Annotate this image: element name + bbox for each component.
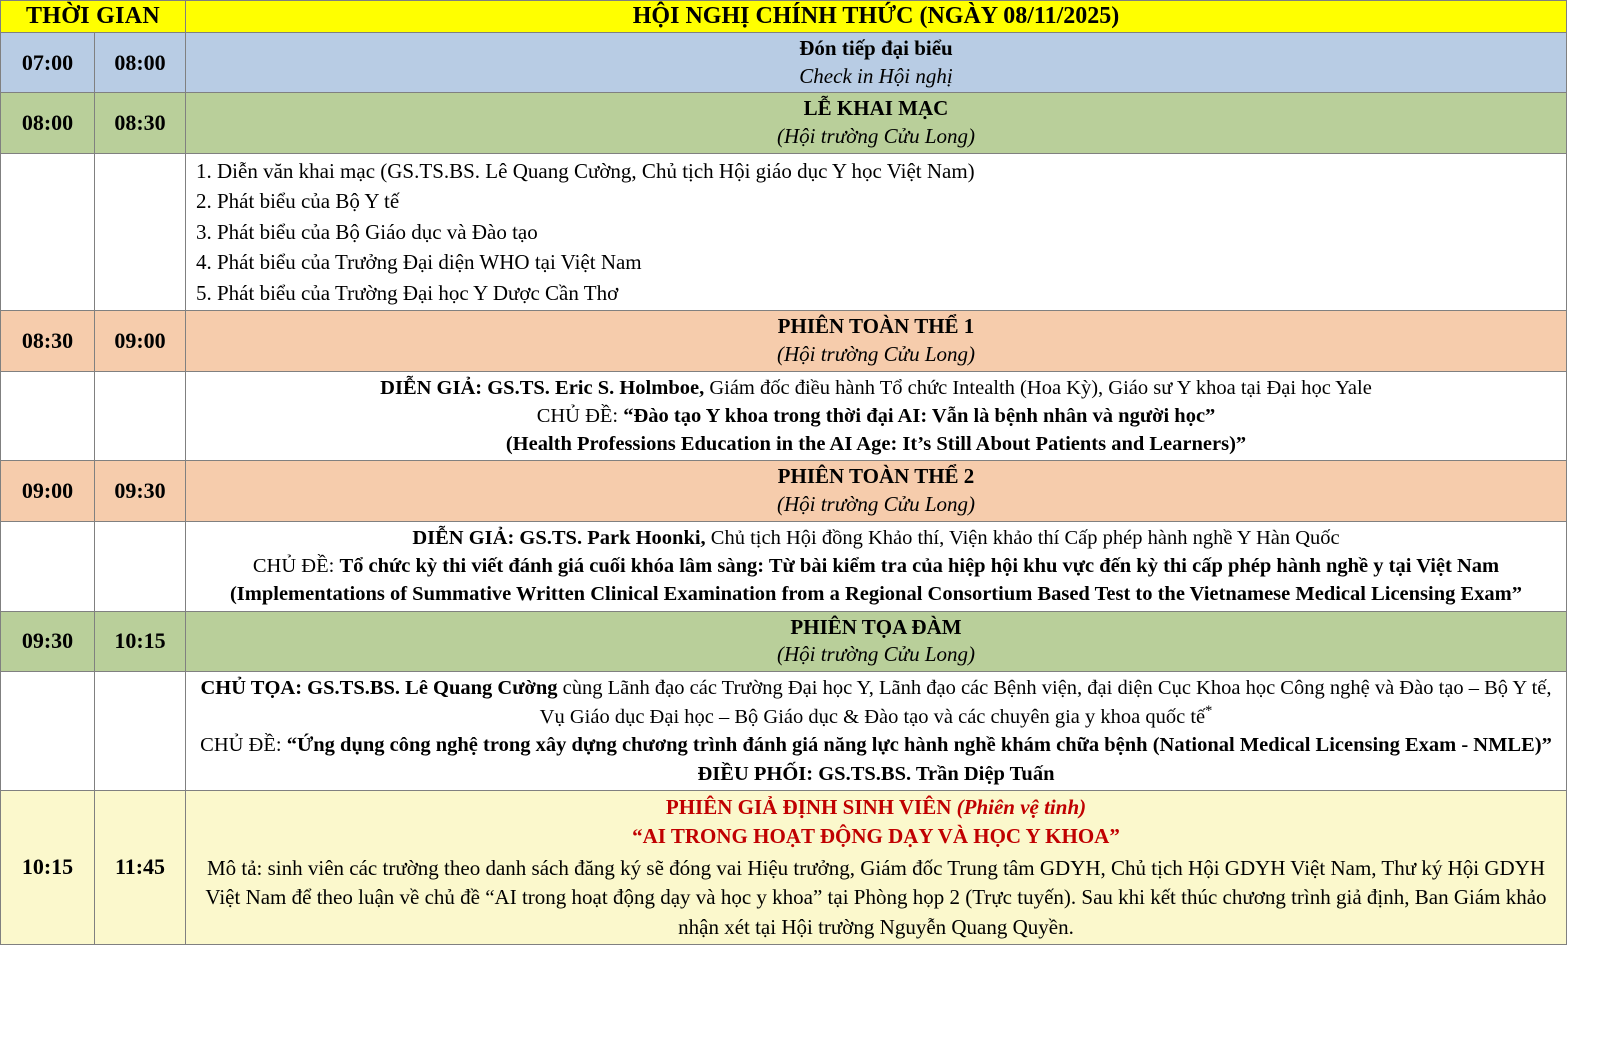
opening-start-time: 08:00 — [1, 93, 95, 153]
panel-title: PHIÊN TỌA ĐÀM — [790, 614, 962, 639]
panel-chair-label: CHỦ TỌA: GS.TS.BS. Lê Quang Cường — [200, 677, 558, 700]
opening-cell — [186, 93, 1567, 153]
reception-subtitle: Check in Hội nghị — [799, 63, 953, 88]
plenary2-detail-start-blank — [1, 521, 95, 611]
table-row — [1, 33, 1567, 93]
table-row — [1, 371, 1567, 461]
panel-detail — [186, 672, 1567, 791]
student-session-cell — [186, 791, 1567, 945]
plenary1-detail — [186, 371, 1567, 461]
plenary2-title: PHIÊN TOÀN THỂ 2 — [777, 464, 975, 489]
opening-items-list — [186, 153, 1567, 310]
plenary2-end-time: 09:30 — [95, 461, 186, 521]
panel-chair-line — [190, 674, 1562, 731]
plenary1-topic-en: (Health Professions Education in the AI Age: It’s Still About Patients and Learners)” — [505, 433, 1247, 456]
table-header-row — [1, 1, 1567, 33]
plenary1-end-time: 09:00 — [95, 311, 186, 371]
plenary2-venue: (Hội trường Cửu Long) — [776, 492, 976, 517]
panel-detail-start-blank — [1, 672, 95, 791]
opening-end-time: 08:30 — [95, 93, 186, 153]
table-row — [1, 672, 1567, 791]
plenary2-cell — [186, 461, 1567, 521]
opening-items-start-blank — [1, 153, 95, 310]
panel-topic-line — [190, 731, 1562, 759]
panel-topic-label: CHỦ ĐỀ: — [200, 734, 287, 757]
plenary1-topic-label: CHỦ ĐỀ: — [536, 404, 624, 427]
plenary2-detail-end-blank — [95, 521, 186, 611]
student-session-title — [190, 793, 1562, 822]
table-row — [1, 791, 1567, 945]
plenary2-detail — [186, 521, 1567, 611]
panel-chair-rest: cùng Lãnh đạo các Trường Đại học Y, Lãnh đạo các Bệnh viện, đại diện Cục Khoa học Công nghệ và Đào tạo – Bộ Y tế, Vụ Giáo dục Đại học – Bộ Giáo dục & Đào tạo và các chuyên gia y khoa quốc tế — [539, 677, 1552, 729]
student-session-end-time: 11:45 — [95, 791, 186, 945]
plenary1-title: PHIÊN TOÀN THỂ 1 — [777, 314, 975, 339]
plenary2-speaker-affiliation: Chủ tịch Hội đồng Khảo thí, Viện khảo thí Cấp phép hành nghề Y Hàn Quốc — [705, 526, 1340, 549]
header-main-title: HỘI NGHỊ CHÍNH THỨC (NGÀY 08/11/2025) — [186, 1, 1567, 33]
plenary2-topic-vi: Tổ chức kỳ thi viết đánh giá cuối khóa lâm sàng: Từ bài kiểm tra của hiệp hội khu vực đến kỳ thi cấp phép hành nghề y tại Việt Nam — [339, 555, 1500, 578]
list-item: 5. Phát biểu của Trường Đại học Y Dược Cần Thơ — [196, 280, 619, 305]
plenary1-speaker-line — [190, 374, 1562, 402]
plenary1-speaker-affiliation: Giám đốc điều hành Tổ chức Intealth (Hoa Kỳ), Giáo sư Y khoa tại Đại học Yale — [704, 376, 1372, 399]
table-row — [1, 93, 1567, 153]
plenary1-detail-start-blank — [1, 371, 95, 461]
table-row — [1, 311, 1567, 371]
plenary1-start-time: 08:30 — [1, 311, 95, 371]
plenary1-topic-line — [190, 402, 1562, 430]
plenary2-speaker-label: DIỄN GIẢ: GS.TS. Park Hoonki, — [412, 526, 706, 549]
panel-moderator: ĐIỀU PHỐI: GS.TS.BS. Trần Diệp Tuấn — [697, 762, 1055, 785]
student-session-subtitle: “AI TRONG HOẠT ĐỘNG DẠY VÀ HỌC Y KHOA” — [632, 824, 1120, 849]
list-item: 3. Phát biểu của Bộ Giáo dục và Đào tạo — [196, 219, 538, 244]
plenary2-speaker-line — [190, 524, 1562, 552]
table-row — [1, 461, 1567, 521]
list-item: 2. Phát biểu của Bộ Y tế — [196, 189, 400, 214]
plenary1-speaker-label: DIỄN GIẢ: GS.TS. Eric S. Holmboe, — [380, 376, 705, 399]
list-item: 1. Diễn văn khai mạc (GS.TS.BS. Lê Quang Cường, Chủ tịch Hội giáo dục Y học Việt Nam) — [196, 158, 975, 183]
plenary2-topic-en: (Implementations of Summative Written Clinical Examination from a Regional Consortium Based Test to the Vietnamese Medical Licensing Exam” — [229, 583, 1523, 606]
header-time-label: THỜI GIAN — [1, 1, 186, 33]
opening-items-end-blank — [95, 153, 186, 310]
plenary1-cell — [186, 311, 1567, 371]
table-row — [1, 521, 1567, 611]
plenary2-topic-label: CHỦ ĐỀ: — [252, 555, 340, 578]
footnote-marker: * — [1205, 703, 1213, 720]
student-session-title-main: PHIÊN GIẢ ĐỊNH SINH VIÊN — [665, 795, 957, 820]
panel-detail-end-blank — [95, 672, 186, 791]
panel-start-time: 09:30 — [1, 611, 95, 671]
student-session-description: Mô tả: sinh viên các trường theo danh sách đăng ký sẽ đóng vai Hiệu trưởng, Giám đốc Trung tâm GDYH, Chủ tịch Hội GDYH Việt Nam, Thư ký Hội GDYH Việt Nam để theo luận về chủ đề “AI trong hoạt động dạy và học y khoa” tại Phòng họp 2 (Trực tuyến). Sau khi kết thúc chương trình giả định, Ban Giám khảo nhận xét tại Hội trường Nguyễn Quang Quyền. — [205, 855, 1547, 939]
panel-venue: (Hội trường Cửu Long) — [776, 642, 976, 667]
student-session-title-italic: (Phiên vệ tinh) — [956, 795, 1087, 820]
panel-end-time: 10:15 — [95, 611, 186, 671]
list-item: 4. Phát biểu của Trưởng Đại diện WHO tại Việt Nam — [196, 250, 642, 275]
reception-end-time: 08:00 — [95, 33, 186, 93]
plenary1-topic-vi: “Đào tạo Y khoa trong thời đại AI: Vẫn là bệnh nhân và người học” — [623, 404, 1216, 427]
table-row — [1, 153, 1567, 310]
plenary2-topic-line — [190, 552, 1562, 580]
plenary1-venue: (Hội trường Cửu Long) — [776, 341, 976, 366]
panel-cell — [186, 611, 1567, 671]
reception-title: Đón tiếp đại biểu — [799, 36, 953, 60]
reception-start-time: 07:00 — [1, 33, 95, 93]
reception-cell — [186, 33, 1567, 93]
student-session-start-time: 10:15 — [1, 791, 95, 945]
table-row — [1, 611, 1567, 671]
plenary2-start-time: 09:00 — [1, 461, 95, 521]
opening-venue: (Hội trường Cửu Long) — [776, 124, 976, 149]
opening-title: LỄ KHAI MẠC — [803, 96, 949, 121]
panel-topic: “Ứng dụng công nghệ trong xây dựng chương trình đánh giá năng lực hành nghề khám chữa bệnh (National Medical Licensing Exam - NMLE)” — [286, 734, 1552, 757]
plenary1-detail-end-blank — [95, 371, 186, 461]
